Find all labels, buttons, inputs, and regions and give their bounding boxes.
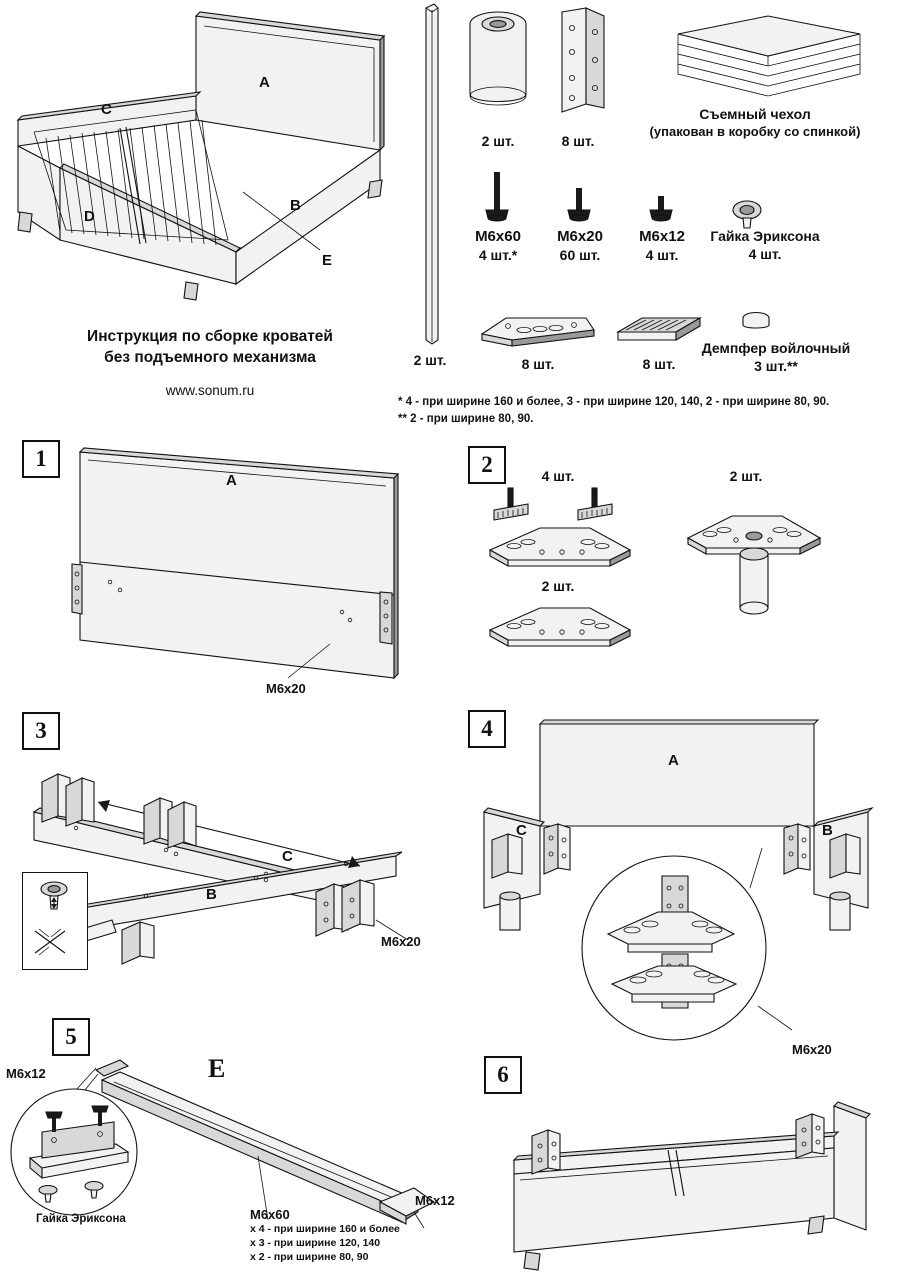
part-felt-damper-illustration bbox=[734, 308, 778, 336]
part-cover-caption bbox=[620, 106, 890, 140]
part-corner-bracket-illustration bbox=[552, 8, 612, 116]
step-4-label-a: A bbox=[668, 752, 679, 769]
step-1-callout-m6x20: M6x20 bbox=[266, 681, 306, 696]
part-bolt-m6x20-illustration bbox=[562, 186, 596, 228]
step-1-illustration bbox=[58, 432, 418, 702]
part-cover-caption-line1: Съемный чехол bbox=[699, 106, 811, 122]
step-2-number: 2 bbox=[468, 446, 506, 484]
step-6-number: 6 bbox=[484, 1056, 522, 1094]
part-rail-caption: 2 шт. bbox=[413, 352, 447, 368]
part-felt-damper-caption bbox=[676, 340, 876, 375]
part-plate-long-illustration bbox=[478, 306, 598, 352]
m6x12-qty: 4 шт. bbox=[645, 246, 679, 263]
part-leg-caption: 2 шт. bbox=[481, 133, 515, 149]
step-4-label-b: B bbox=[822, 822, 833, 839]
footnote-1: * 4 - при ширине 160 и более, 3 - при ширине 120, 140, 2 - при ширине 80, 90. bbox=[398, 396, 830, 408]
page-title-line2: без подъемного механизма bbox=[104, 348, 316, 366]
overview-label-d: D bbox=[84, 208, 95, 225]
step-5-callout-m6x12-top: M6x12 bbox=[6, 1066, 46, 1081]
step-3-label-c: C bbox=[282, 848, 293, 865]
step-4-number: 4 bbox=[468, 710, 506, 748]
step-5-width-note-3: x 2 - при ширине 80, 90 bbox=[250, 1251, 369, 1264]
footnotes bbox=[398, 394, 898, 427]
part-bolt-m6x20-caption bbox=[544, 228, 616, 264]
step-5-callout-m6x12-right: M6x12 bbox=[415, 1193, 455, 1208]
step-2-qty-4: 4 шт. bbox=[541, 468, 575, 484]
part-pad-caption: 8 шт. bbox=[642, 356, 676, 372]
step-4-label-c: C bbox=[516, 822, 527, 839]
step-5-inset-illustration bbox=[8, 1086, 148, 1218]
step-3-number: 3 bbox=[22, 712, 60, 750]
part-rail-illustration bbox=[418, 4, 446, 352]
step-6-illustration bbox=[490, 1100, 890, 1276]
step-5-number: 5 bbox=[52, 1018, 90, 1056]
overview-label-b: B bbox=[290, 197, 301, 214]
m6x60-qty: 4 шт.* bbox=[478, 246, 518, 263]
part-plate-long-caption: 8 шт. bbox=[521, 356, 555, 372]
m6x20-label: M6x20 bbox=[557, 228, 603, 245]
part-erickson-nut-illustration bbox=[722, 198, 772, 230]
step-5-callout-m6x60: M6x60 bbox=[250, 1207, 290, 1222]
m6x60-label: M6x60 bbox=[475, 228, 521, 245]
step-3-inset bbox=[22, 872, 88, 970]
step-1-number: 1 bbox=[22, 440, 60, 478]
step-3-label-b: B bbox=[206, 886, 217, 903]
page-title-line1: Инструкция по сборке кроватей bbox=[87, 328, 333, 345]
part-bolt-m6x60-illustration bbox=[480, 168, 514, 226]
step-2-qty-2b: 2 шт. bbox=[541, 578, 575, 594]
part-erickson-nut-caption bbox=[690, 228, 840, 263]
step-2-qty-2a: 2 шт. bbox=[729, 468, 763, 484]
website-url: www.sonum.ru bbox=[165, 383, 255, 398]
m6x20-qty: 60 шт. bbox=[559, 246, 601, 263]
step-5-nut-label: Гайка Эриксона bbox=[36, 1213, 126, 1225]
part-leg-illustration bbox=[462, 6, 534, 116]
erickson-nut-label: Гайка Эриксона bbox=[710, 228, 820, 244]
overview-bed-illustration bbox=[0, 0, 420, 320]
step-5-width-notes bbox=[250, 1222, 500, 1265]
part-corner-bracket-caption: 8 шт. bbox=[561, 133, 595, 149]
erickson-nut-qty: 4 шт. bbox=[748, 245, 782, 262]
part-cover-caption-line2: (упакован в коробку со спинкой) bbox=[649, 123, 861, 139]
felt-damper-label: Демпфер войлочный bbox=[701, 340, 851, 356]
part-cover-illustration bbox=[668, 10, 868, 115]
overview-label-a: A bbox=[259, 74, 270, 91]
step-5-width-note-2: x 3 - при ширине 120, 140 bbox=[250, 1237, 381, 1250]
step-5-label-e: E bbox=[208, 1054, 226, 1083]
overview-label-e: E bbox=[322, 252, 333, 269]
page-title bbox=[60, 327, 360, 369]
m6x12-label: M6x12 bbox=[639, 228, 685, 245]
step-2-illustration bbox=[470, 480, 870, 670]
step-4-callout-m6x20: M6x20 bbox=[792, 1042, 832, 1057]
footnote-2: ** 2 - при ширине 80, 90. bbox=[398, 412, 534, 425]
step-3-callout-m6x20: M6x20 bbox=[381, 934, 421, 949]
part-bolt-m6x12-illustration bbox=[644, 194, 678, 230]
part-bolt-m6x12-caption bbox=[626, 228, 698, 264]
step-1-label-a: A bbox=[226, 472, 237, 489]
part-bolt-m6x60-caption bbox=[462, 228, 534, 264]
overview-label-c: C bbox=[101, 101, 112, 118]
felt-damper-qty: 3 шт.** bbox=[754, 357, 798, 374]
step-5-width-note-1: x 4 - при ширине 160 и более bbox=[250, 1223, 400, 1235]
